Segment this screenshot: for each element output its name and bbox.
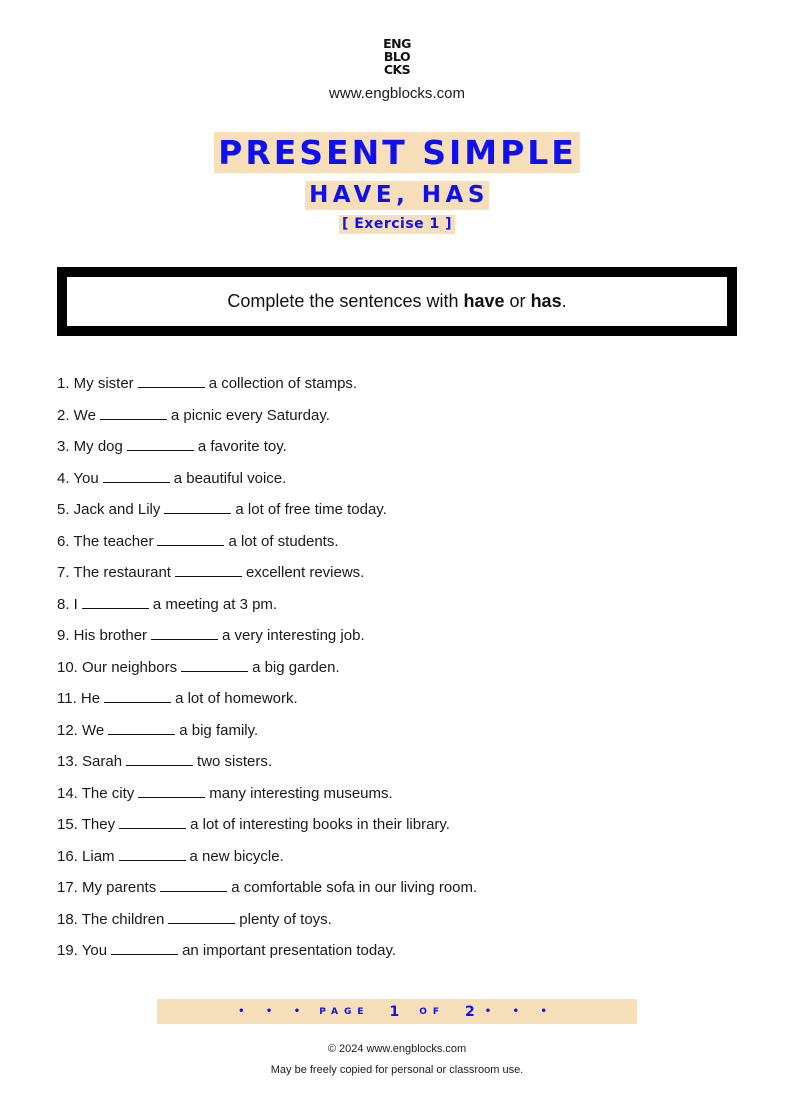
answer-blank[interactable] (151, 625, 218, 640)
sentence-start: 10. Our neighbors (57, 658, 178, 676)
sentence-item (57, 720, 477, 752)
answer-blank[interactable] (119, 814, 186, 829)
instruction-option-have: have (463, 291, 505, 311)
sentence-start: 9. His brother (57, 627, 148, 644)
answer-blank[interactable] (126, 751, 193, 766)
pager-page-word: PAGE (319, 1006, 370, 1017)
exercise-label-container (0, 215, 794, 234)
sentence-item (57, 940, 477, 972)
answer-blank[interactable] (138, 783, 205, 798)
sentence-end: plenty of toys. (239, 910, 332, 928)
sentence-end: excellent reviews. (245, 564, 365, 581)
sentence-start: 12. We (57, 721, 105, 739)
sentence-end: a collection of stamps. (208, 375, 358, 392)
sentence-end: a comfortable sofa in our living room. (231, 879, 478, 896)
answer-blank[interactable] (157, 531, 224, 546)
sentence-item (57, 468, 477, 500)
answer-blank[interactable] (103, 468, 170, 483)
sentence-end: a very interesting job. (222, 627, 365, 644)
answer-blank[interactable] (82, 594, 149, 609)
answer-blank[interactable] (164, 499, 231, 514)
answer-blank[interactable] (104, 688, 171, 703)
sentence-start: 5. Jack and Lily (57, 501, 161, 518)
sentence-end: a lot of homework. (175, 690, 298, 707)
sentence-start: 17. My parents (57, 879, 157, 896)
sentence-start: 18. The children (57, 910, 165, 928)
sentence-end: a meeting at 3 pm. (152, 595, 278, 613)
instruction-suffix: . (561, 291, 567, 311)
instruction-prefix: Complete the sentences with (227, 291, 464, 311)
logo-line: ENG (383, 36, 411, 51)
answer-blank[interactable] (119, 846, 186, 861)
sentence-end: a lot of free time today. (235, 501, 387, 518)
instruction-middle: or (504, 291, 531, 311)
engblocks-logo (0, 37, 794, 76)
sentence-start: 11. He (57, 690, 101, 707)
sentence-start: 6. The teacher (57, 532, 154, 550)
pager-dots-left: • • • (238, 1006, 310, 1017)
answer-blank[interactable] (168, 909, 235, 924)
sentence-item (57, 499, 477, 531)
sentence-end: many interesting museums. (209, 784, 393, 802)
sentence-end: a lot of students. (228, 532, 339, 550)
sentence-item (57, 436, 477, 468)
instruction-option-has: has (530, 291, 562, 311)
sentence-start: 4. You (57, 469, 99, 487)
sentence-start: 1. My sister (57, 375, 134, 392)
sentence-item (57, 562, 477, 594)
sentence-start: 8. I (57, 595, 78, 613)
sentence-item (57, 625, 477, 657)
copyright-text: © 2024 www.engblocks.com (327, 1043, 467, 1055)
instruction-text (66, 276, 728, 327)
sentence-item (57, 594, 477, 626)
sentence-end: a picnic every Saturday. (170, 406, 330, 424)
answer-blank[interactable] (175, 562, 242, 577)
answer-blank[interactable] (127, 436, 194, 451)
answer-blank[interactable] (181, 657, 248, 672)
answer-blank[interactable] (160, 877, 227, 892)
sentence-item (57, 373, 477, 405)
sentence-item (57, 846, 477, 878)
answer-blank[interactable] (111, 940, 178, 955)
sentence-start: 15. They (57, 816, 116, 833)
sentence-item (57, 657, 477, 689)
sentence-end: a new bicycle. (189, 847, 284, 865)
usage-note: May be freely copied for personal or classroom use. (270, 1064, 524, 1076)
pager-current-page: 1 (389, 1003, 400, 1020)
sentence-end: a big garden. (252, 658, 340, 676)
instruction-box (57, 267, 737, 336)
logo-line: BLO (383, 49, 411, 64)
sentence-item (57, 688, 477, 720)
sentence-list (57, 373, 477, 972)
exercise-label: [ Exercise 1 ] (339, 215, 455, 234)
sentence-end: a favorite toy. (197, 438, 287, 455)
pager-total-pages: 2 (465, 1003, 475, 1020)
page-subtitle: HAVE, HAS (305, 181, 489, 210)
sentence-end: two sisters. (197, 753, 273, 770)
pager-dots-right: • • • (484, 1006, 556, 1017)
title-container (0, 132, 794, 173)
sentence-end: a big family. (179, 721, 259, 739)
pager-of-word: OF (419, 1006, 446, 1017)
sentence-item (57, 783, 477, 815)
site-url[interactable]: www.engblocks.com (329, 85, 465, 102)
sentence-start: 7. The restaurant (57, 564, 171, 581)
subtitle-container (0, 181, 794, 210)
sentence-start: 16. Liam (57, 847, 115, 865)
sentence-item (57, 877, 477, 909)
sentence-item (57, 814, 477, 846)
sentence-start: 14. The city (57, 784, 135, 802)
sentence-item (57, 909, 477, 941)
sentence-item (57, 531, 477, 563)
sentence-start: 19. You (57, 942, 108, 959)
sentence-start: 2. We (57, 406, 96, 424)
answer-blank[interactable] (138, 373, 205, 388)
page-title: PRESENT SIMPLE (214, 132, 580, 173)
sentence-end: a lot of interesting books in their library. (190, 816, 450, 833)
answer-blank[interactable] (108, 720, 175, 735)
sentence-item (57, 751, 477, 783)
logo-line: CKS (383, 62, 411, 77)
sentence-start: 13. Sarah (57, 753, 123, 770)
answer-blank[interactable] (100, 405, 167, 420)
sentence-item (57, 405, 477, 437)
sentence-end: an important presentation today. (182, 942, 397, 959)
page-indicator (157, 999, 637, 1024)
sentence-end: a beautiful voice. (173, 469, 287, 487)
sentence-start: 3. My dog (57, 438, 123, 455)
